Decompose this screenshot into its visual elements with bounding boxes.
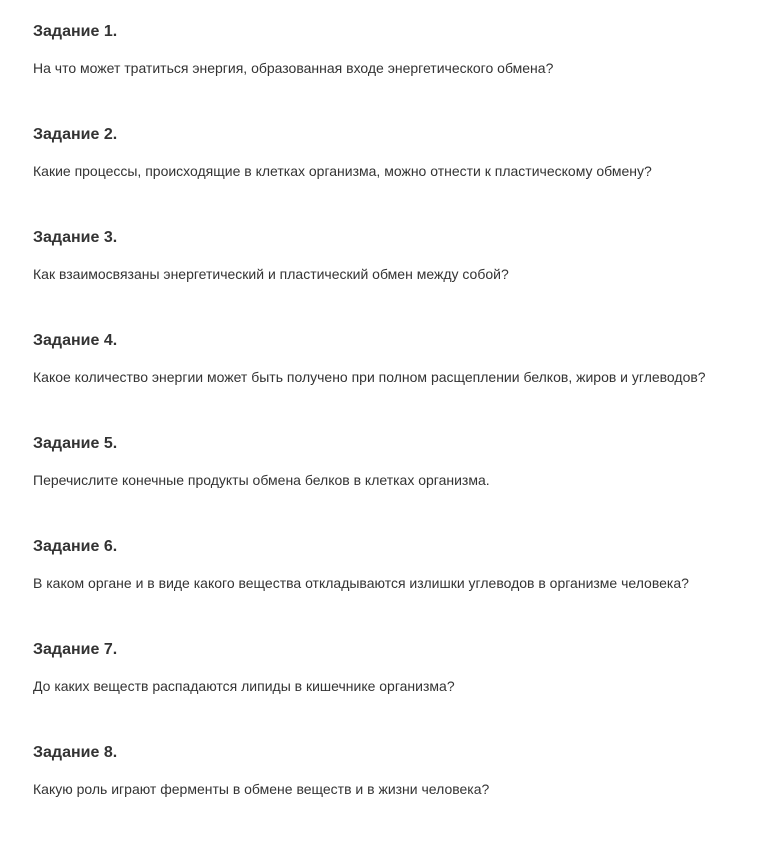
- task-title: Задание 6.: [33, 538, 118, 555]
- task-title: Задание 5.: [33, 435, 118, 452]
- task-question: Какие процессы, происходящие в клетках организма, можно отнести к пластическому обмену?: [33, 163, 652, 179]
- task-3: [33, 226, 773, 329]
- task-5: [33, 432, 773, 535]
- task-question: Какое количество энергии может быть получено при полном расщеплении белков, жиров и углеводов?: [33, 369, 706, 385]
- task-question: В каком органе и в виде какого вещества откладываются излишки углеводов в организме человека?: [33, 575, 689, 591]
- task-7: [33, 638, 773, 741]
- task-question: До каких веществ распадаются липиды в кишечнике организма?: [33, 678, 455, 694]
- task-2: [33, 123, 773, 226]
- task-question: Как взаимосвязаны энергетический и пластический обмен между собой?: [33, 266, 509, 282]
- task-question: Какую роль играют ферменты в обмене веществ и в жизни человека?: [33, 781, 490, 797]
- task-list: [33, 20, 773, 844]
- task-title: Задание 8.: [33, 744, 118, 761]
- task-4: [33, 329, 773, 432]
- task-8: [33, 741, 773, 844]
- task-1: [33, 20, 773, 123]
- task-title: Задание 4.: [33, 332, 118, 349]
- task-title: Задание 1.: [33, 23, 118, 40]
- task-question: Перечислите конечные продукты обмена белков в клетках организма.: [33, 472, 490, 488]
- task-title: Задание 2.: [33, 126, 118, 143]
- task-title: Задание 7.: [33, 641, 118, 658]
- task-title: Задание 3.: [33, 229, 118, 246]
- task-6: [33, 535, 773, 638]
- task-question: На что может тратиться энергия, образованная входе энергетического обмена?: [33, 60, 554, 76]
